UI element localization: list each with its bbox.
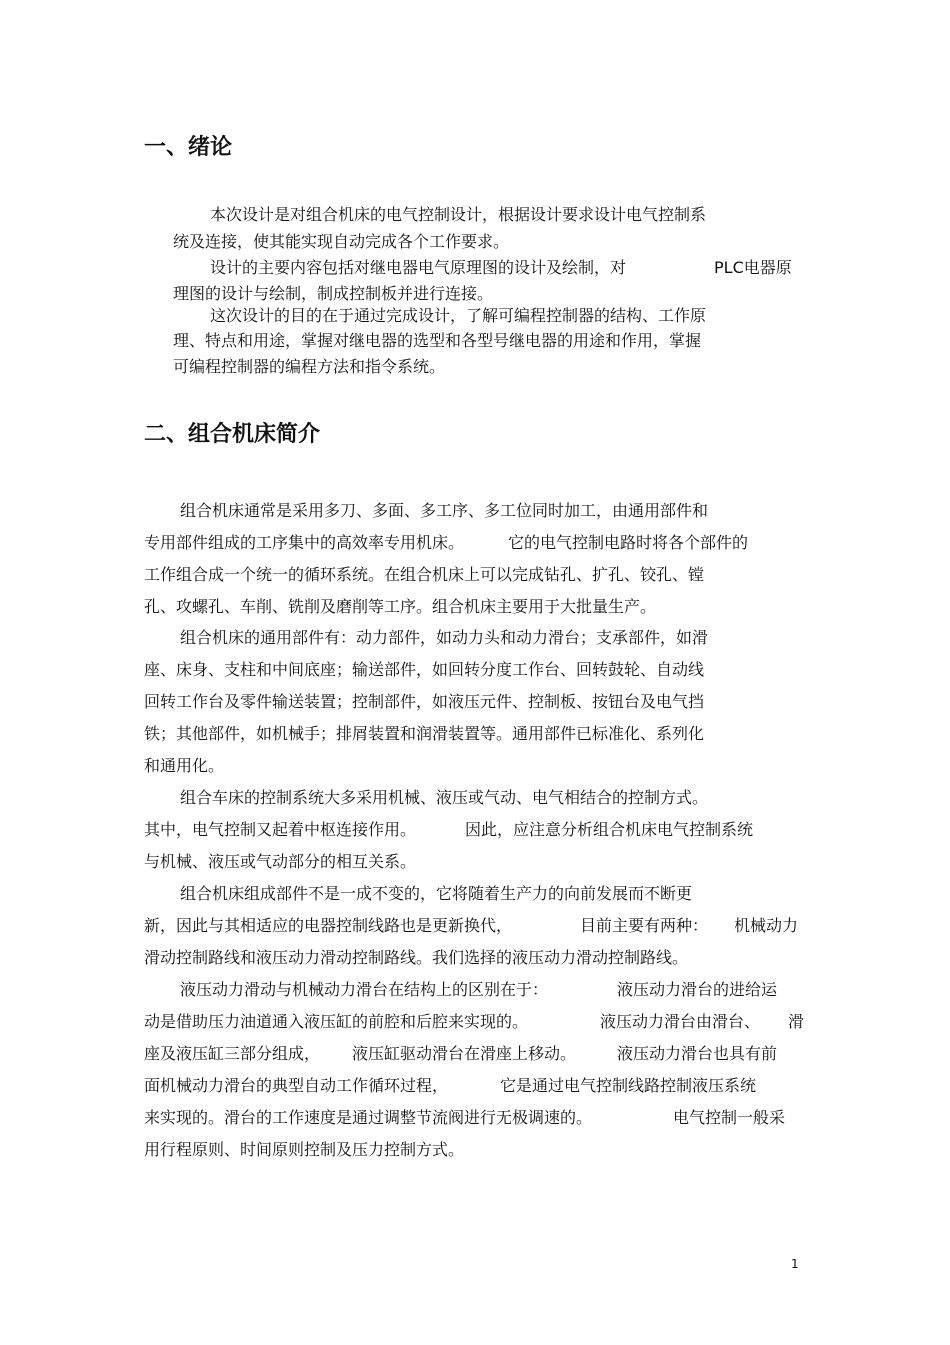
section-2-line: 液压动力滑动与机械动力滑台在结构上的区别在于： bbox=[180, 980, 549, 999]
section-2-line: 新，因此与其相适应的电器控制线路也是更新换代， bbox=[144, 916, 513, 935]
section-2-line: 和通用化。 bbox=[144, 756, 225, 775]
section-2-line: 铁；其他部件，如机械手；排屑装置和润滑装置等。通用部件已标准化、系列化 bbox=[144, 724, 705, 743]
page-number: 1 bbox=[791, 1257, 799, 1271]
section-2-line: 其中，电气控制又起着中枢连接作用。 bbox=[144, 820, 417, 839]
section-1-line: PLC电器原 bbox=[714, 258, 792, 277]
section-2-line: 面机械动力滑台的典型自动工作循环过程， bbox=[144, 1076, 449, 1095]
section-2-line: 它是通过电气控制线路控制液压系统 bbox=[500, 1076, 757, 1095]
section-2-line: 电气控制一般采 bbox=[673, 1108, 786, 1127]
section-1-heading: 一、绪论 bbox=[144, 135, 233, 160]
section-2-line: 目前主要有两种： bbox=[580, 916, 709, 935]
section-2-line: 液压缸驱动滑台在滑座上移动。 bbox=[352, 1044, 577, 1063]
section-2-line: 液压动力滑台的进给运 bbox=[617, 980, 778, 999]
section-2-line: 因此，应注意分析组合机床电气控制系统 bbox=[465, 820, 754, 839]
section-2-line: 用行程原则、时间原则控制及压力控制方式。 bbox=[144, 1140, 465, 1159]
section-2-line: 回转工作台及零件输送装置；控制部件，如液压元件、控制板、按钮台及电气挡 bbox=[144, 692, 705, 711]
section-2-line: 座及液压缸三部分组成， bbox=[144, 1044, 321, 1063]
section-1-line: 设计的主要内容包括对继电器电气原理图的设计及绘制，对 bbox=[210, 258, 627, 277]
section-2-line: 孔、攻螺孔、车削、铣削及磨削等工序。组合机床主要用于大批量生产。 bbox=[144, 597, 657, 616]
section-2-line: 座、床身、支柱和中间底座；输送部件，如回转分度工作台、回转鼓轮、自动线 bbox=[144, 660, 705, 679]
section-2-line: 组合机床的通用部件有：动力部件，如动力头和动力滑台；支承部件，如滑 bbox=[180, 628, 709, 647]
section-1-line: 这次设计的目的在于通过完成设计，了解可编程控制器的结构、工作原 bbox=[210, 306, 707, 325]
section-1-line: 可编程控制器的编程方法和指令系统。 bbox=[173, 357, 446, 376]
section-2-line: 动是借助压力油道通入液压缸的前腔和后腔来实现的。 bbox=[144, 1012, 529, 1031]
section-1-line: 理、特点和用途，掌握对继电器的选型和各型号继电器的用途和作用，掌握 bbox=[173, 331, 702, 350]
section-1-line: 本次设计是对组合机床的电气控制设计，根据设计要求设计电气控制系 bbox=[210, 205, 707, 224]
section-1-line: 理图的设计与绘制，制成控制板并进行连接。 bbox=[173, 284, 494, 303]
section-2-line: 工作组合成一个统一的循环系统。在组合机床上可以完成钻孔、扩孔、铰孔、镗 bbox=[144, 565, 705, 584]
section-2-heading: 二、组合机床简介 bbox=[144, 422, 321, 447]
section-2-line: 与机械、液压或气动部分的相互关系。 bbox=[144, 852, 417, 871]
section-2-line: 组合机床通常是采用多刀、多面、多工序、多工位同时加工，由通用部件和 bbox=[180, 501, 709, 520]
section-1-line: 统及连接，使其能实现自动完成各个工作要求。 bbox=[173, 232, 510, 251]
section-2-line: 专用部件组成的工序集中的高效率专用机床。 bbox=[144, 533, 465, 552]
section-2-line: 组合机床组成部件不是一成不变的，它将随着生产力的向前发展而不断更 bbox=[180, 884, 693, 903]
section-2-line: 来实现的。滑台的工作速度是通过调整节流阀进行无极调速的。 bbox=[144, 1108, 593, 1127]
section-2-line: 它的电气控制电路时将各个部件的 bbox=[508, 533, 749, 552]
section-2-line: 滑动控制路线和液压动力滑动控制路线。我们选择的液压动力滑动控制路线。 bbox=[144, 948, 689, 967]
section-2-line: 液压动力滑台由滑台、 bbox=[600, 1012, 761, 1031]
section-2-line: 组合车床的控制系统大多采用机械、液压或气动、电气相结合的控制方式。 bbox=[180, 788, 709, 807]
section-2-line: 机械动力 bbox=[734, 916, 799, 935]
section-2-line: 液压动力滑台也具有前 bbox=[617, 1044, 778, 1063]
section-2-line: 滑 bbox=[788, 1012, 805, 1031]
